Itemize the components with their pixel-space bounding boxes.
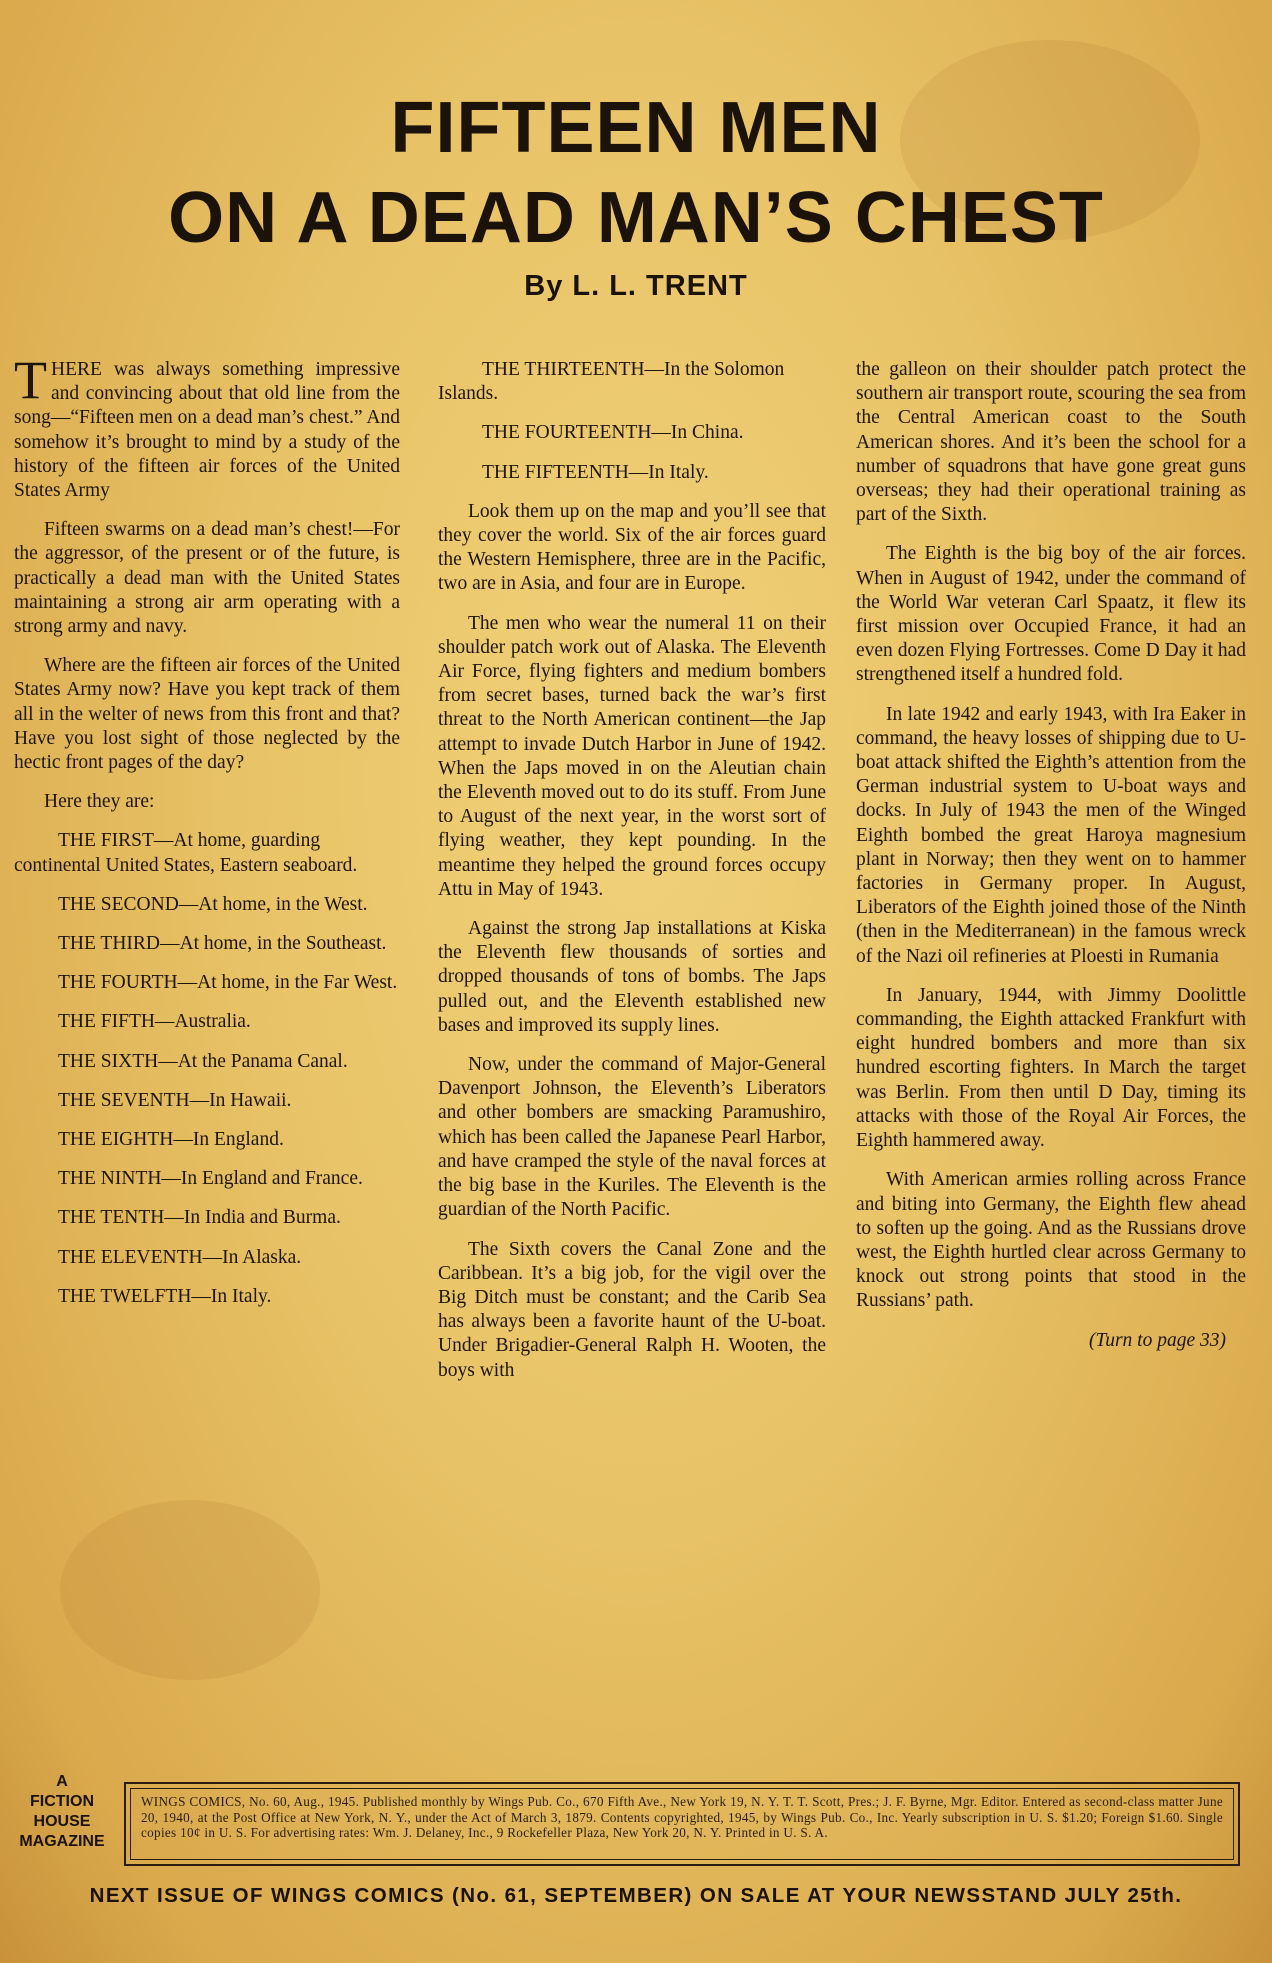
air-force-list-item (14, 1050, 400, 1074)
fiction-house-line: MAGAZINE (19, 1833, 105, 1850)
paragraph: Fifteen swarms on a dead man’s chest!—For the aggressor, of the present or of the future, is practically a dead man with the United States maintaining a strong air arm operating with a strong army and navy. (14, 519, 400, 638)
paragraph-text: HERE was always something impressive and convincing about that old line from the song—“Fifteen men on a dead man’s chest.” And somehow it’s brought to mind by a study of the history of the fifteen air forces of the United States Army (14, 359, 400, 502)
paragraph: Now, under the command of Major-General Davenport Johnson, the Eleventh’s Liberators and other bombers are smacking Paramushiro, which has been called the Japanese Pearl Harbor, and have cramped the style of the naval forces at the big base in the Kuriles. The Eleventh is the guardian of the North Pacific. (438, 1054, 826, 1221)
list-item-text: THE NINTH—In England and France. (58, 1168, 363, 1190)
list-item-text: THE FIRST—At home, guarding continental United States, Eastern seaboard. (14, 830, 358, 876)
air-force-list-item (14, 1010, 400, 1034)
article-title-line-2: ON A DEAD MAN’S CHEST (168, 178, 1104, 258)
air-force-list-item (438, 461, 826, 485)
air-force-list-item (14, 932, 400, 956)
paragraph: The Eighth is the big boy of the air forces. When in August of 1942, under the command of the World War veteran Carl Spaatz, it flew its first mission over Occupied France, it had an even dozen Flying Fortresses. Come D Day it had strengthened itself a hundred fold. (856, 543, 1246, 686)
air-force-list-item (438, 358, 826, 406)
paragraph: The Sixth covers the Canal Zone and the Caribbean. It’s a big job, for the vigil over the Big Ditch must be constant; and the Carib Sea has always been a favorite haunt of the U-boat. Under Brigadier-General Ralph H. Wooten, the boys with (438, 1238, 826, 1381)
air-force-list-item (14, 1206, 400, 1230)
byline: By L. L. TRENT (524, 270, 748, 302)
list-item-text: THE EIGHTH—In England. (58, 1129, 284, 1151)
fiction-house-magazine-label (8, 1772, 116, 1852)
publication-info-text: WINGS COMICS, No. 60, Aug., 1945. Published monthly by Wings Pub. Co., 670 Fifth Ave., New York 19, N. Y. T. T. Scott, Pres.; J. F. Byrne, Mgr. Editor. Entered as second-class matter June 20, 1940, at the Post Office at New York, N. Y., under the Act of March 3, 1879. Contents copyrighted, 1945, by Wings Pub. Co., Inc. Yearly subscription in U. S. $1.20; Foreign $1.60. Single copies 10¢ in U. S. For advertising rates: Wm. J. Delaney, Inc., 9 Rockefeller Plaza, New York 20, N. Y. Printed in U. S. A. (130, 1788, 1234, 1860)
article-column-2 (438, 358, 826, 1398)
list-item-text: THE TENTH—In India and Burma. (58, 1207, 341, 1229)
air-force-list-item (14, 971, 400, 995)
continued-on-page-note: (Turn to page 33) (1088, 1329, 1226, 1351)
list-item-text: THE SECOND—At home, in the West. (58, 893, 368, 915)
article-column-3 (856, 358, 1246, 1353)
publication-info-box (124, 1782, 1240, 1866)
fiction-house-line: A (56, 1773, 68, 1790)
paragraph (14, 350, 400, 503)
air-force-list-item (14, 829, 400, 877)
fiction-house-line: HOUSE (33, 1813, 91, 1830)
list-item-text: THE FOURTEENTH—In China. (482, 422, 744, 444)
air-force-list-item (14, 893, 400, 917)
paragraph: With American armies rolling across France and biting into Germany, the Eighth flew ahead to soften up the going. And as the Russians drove west, the Eighth hurtled clear across Germany to knock out strong points that stood in the Russians’ path. (856, 1169, 1246, 1312)
paragraph: the galleon on their shoulder patch protect the southern air transport route, scouring the sea from the Central American coast to the South American shores. And it’s been the school for a number of squadrons that have gone great guns overseas; they had their operational training as part of the Sixth. (856, 359, 1246, 526)
list-item-text: THE FIFTEENTH—In Italy. (482, 461, 709, 483)
air-force-list-item (14, 1128, 400, 1152)
paragraph: In January, 1944, with Jimmy Doolittle commanding, the Eighth attacked Frankfurt with eight hundred bombers and more than six hundred escorting fighters. In March the target was Berlin. From then until D Day, timing its attacks with those of the Royal Air Forces, the Eighth hammered away. (856, 984, 1246, 1152)
fiction-house-line: FICTION (30, 1793, 94, 1810)
list-item-text: THE FIFTH—Australia. (58, 1011, 251, 1033)
air-force-list-item (14, 1089, 400, 1113)
list-item-text: THE THIRD—At home, in the Southeast. (58, 933, 387, 955)
paragraph: Against the strong Jap installations at Kiska the Eleventh flew thousands of sorties and dropped thousands of tons of bombs. The Japs pulled out, and the Eleventh established new bases and improved its supply lines. (438, 918, 826, 1036)
drop-cap: T (14, 350, 47, 410)
paragraph: In late 1942 and early 1943, with Ira Eaker in command, the heavy losses of shipping due to U-boat attack shifted the Eighth’s attention from the German industrial system to U-boat ways and docks. In July of 1943 the men of the Winged Eighth bombed the great Haroya magnesium plant in Norway; then they went on to hammer factories in Germany proper. In August, Liberators of the Eighth joined those of the Ninth (then in the Mediterranean) in the famous wreck of the Nazi oil refineries at Ploesti in Rumania (856, 703, 1246, 967)
list-item-text: THE SEVENTH—In Hawaii. (58, 1089, 292, 1111)
air-force-list-item (14, 1285, 400, 1309)
list-item-text: THE ELEVENTH—In Alaska. (58, 1246, 302, 1268)
air-force-list-item (438, 421, 826, 445)
air-force-list-item (14, 1246, 400, 1270)
paragraph: Here they are: (44, 791, 155, 813)
paragraph: The men who wear the numeral 11 on their shoulder patch work out of Alaska. The Eleventh Air Force, flying fighters and medium bombers from secret bases, turned back the war’s first threat to the North American continent—the Jap attempt to invade Dutch Harbor in June of 1942. When the Japs moved in on the Aleutian chain the Eleventh moved out to do its stuff. From June to August of the next year, in the worst sort of flying weather, they kept pounding. In the meantime they helped the ground forces occupy Attu in May of 1943. (438, 612, 826, 900)
list-item-text: THE FOURTH—At home, in the Far West. (58, 972, 398, 994)
article-title-line-1: FIFTEEN MEN (390, 88, 882, 168)
next-issue-banner: NEXT ISSUE OF WINGS COMICS (No. 61, SEPTEMBER) ON SALE AT YOUR NEWSSTAND JULY 25th. (89, 1884, 1183, 1907)
paragraph: Look them up on the map and you’ll see that they cover the world. Six of the air forces guard the Western Hemisphere, three are in the Pacific, two are in Asia, and four are in Europe. (438, 500, 826, 595)
article-column-1 (14, 350, 400, 1324)
paragraph: Where are the fifteen air forces of the United States Army now? Have you kept track of them all in the welter of news from this front and that? Have you lost sight of those neglected by the hectic front pages of the day? (14, 655, 400, 774)
paper-stain (60, 1500, 320, 1680)
air-force-list-item (14, 1167, 400, 1191)
list-item-text: THE THIRTEENTH—In the Solomon Islands. (438, 359, 785, 405)
list-item-text: THE SIXTH—At the Panama Canal. (58, 1050, 348, 1072)
list-item-text: THE TWELFTH—In Italy. (58, 1285, 272, 1307)
